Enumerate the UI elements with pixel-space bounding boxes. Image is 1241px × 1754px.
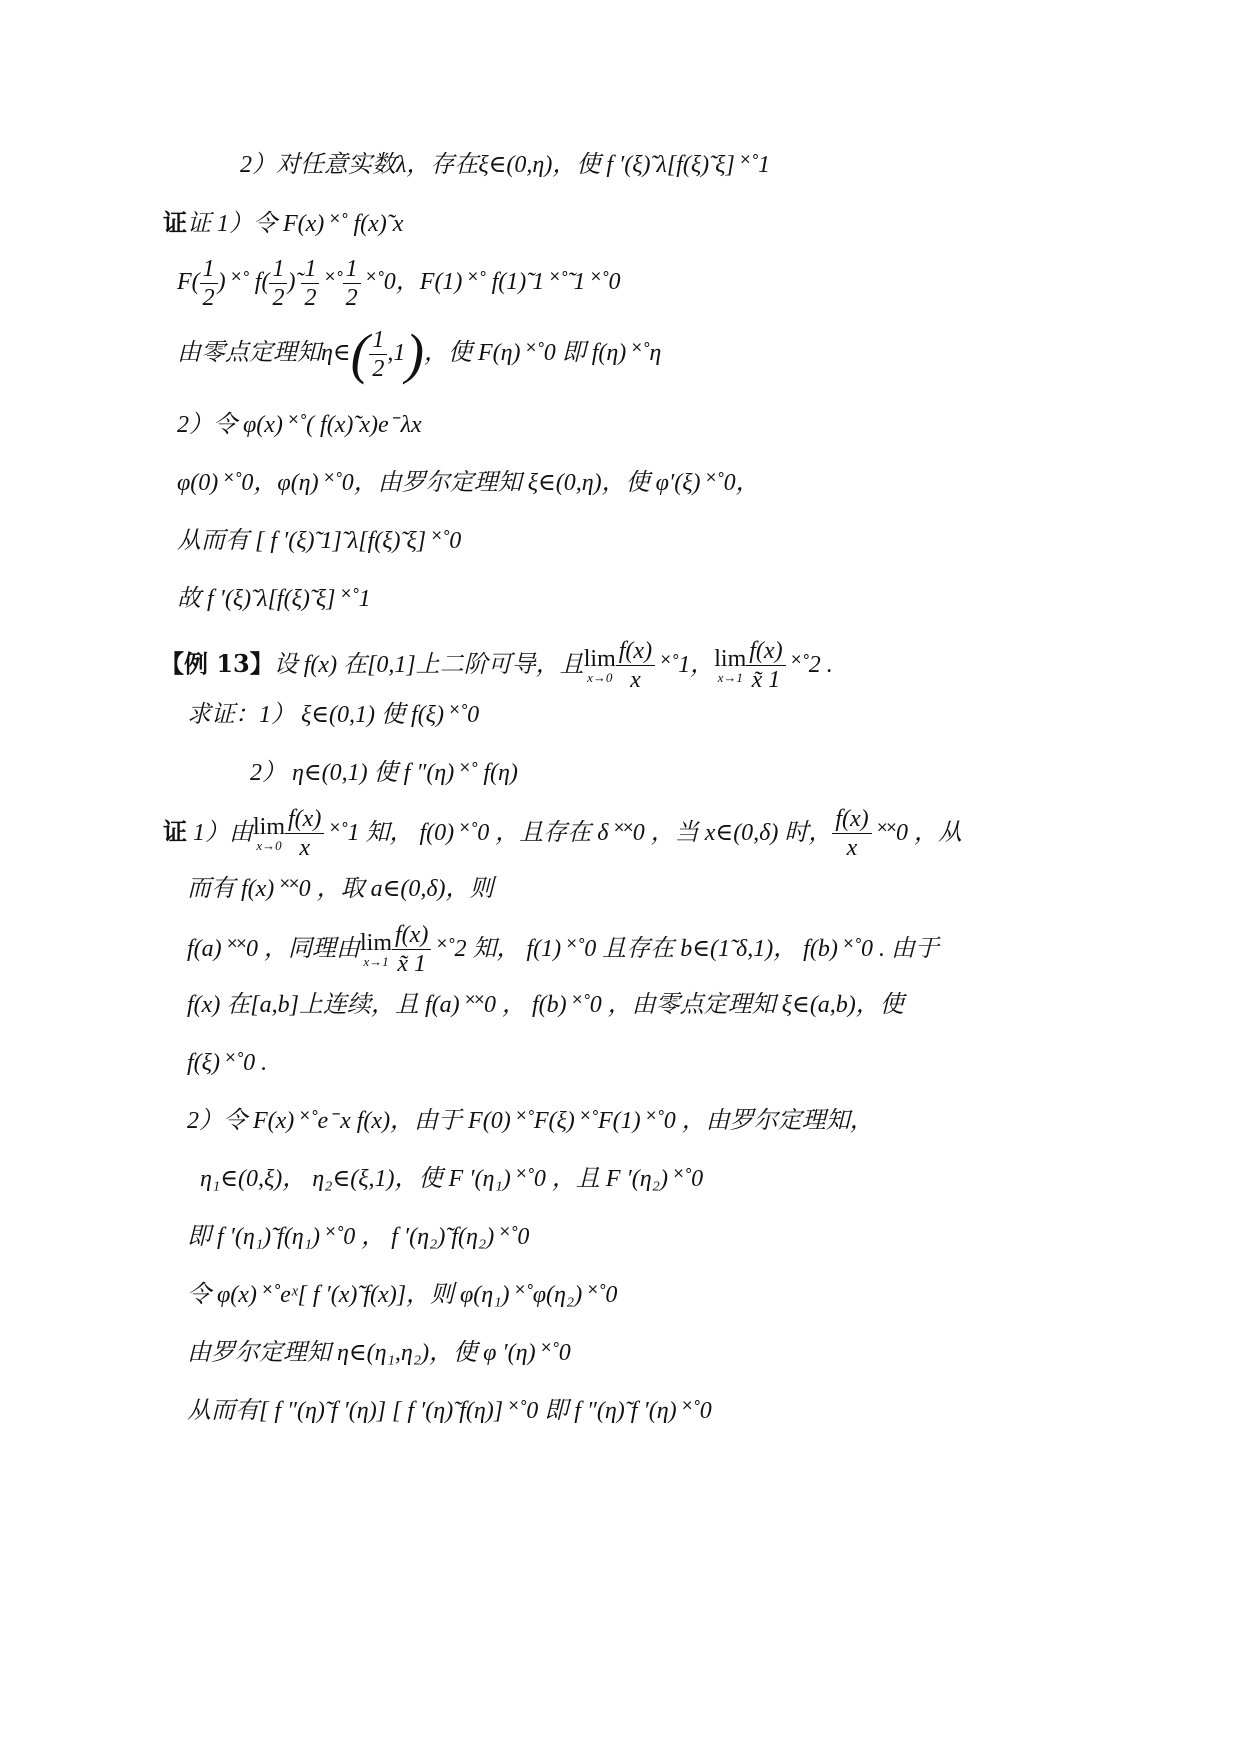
frac-num: 1 [269,255,287,284]
limit-x-to-0 [253,815,285,853]
proof-part2-statement: 2）对任意实数λ，存在ξ∈(0,η)，使 f ′(ξ)̃ λ[f(ξ)̃ ξ] ˟˚1 [240,152,770,178]
frac-den: x̃ 1 [751,667,781,693]
fraction-fx-over-xm1 [746,637,785,694]
fraction-fx-over-x [616,637,655,694]
frac-den: 2 [372,355,385,382]
conclusion-line: 故 f ′(ξ)̃ λ[f(ξ)̃ ξ] ˟˚1 [177,586,371,612]
frac-num: f(x) [616,637,655,666]
proof-2-part2-line4: 令 φ(x) ˟˚eˣ[ f ′(x)̃ f(x)]，则 φ(η₁) ˟˚φ(η₂) ˟˚0 [187,1282,618,1308]
frac-num: f(x) [746,637,785,666]
frac-den: x [630,667,641,693]
lim-sub: x→1 [717,669,743,685]
example-text: 设 f(x) 在[0,1]上二阶可导，且 [273,652,584,678]
lim-sub: x→1 [363,953,389,969]
proof-2-part2-line1: 2）令 F(x) ˟˚e ̄ x f(x)，由于 F(0) ˟˚F(ξ) ˟˚F(1) ˟˚0 ，由罗尔定理知， [187,1108,874,1134]
proof-2-part1-line5: f(ξ) ˟˚0 . [187,1050,268,1076]
example-13-statement [160,632,833,696]
proof-text-end: ˟˟0 ，从 [871,820,962,846]
fraction-fx-over-x [285,805,324,862]
limit-value-2: ˟˚2 . [785,652,833,678]
fraction-half [200,255,218,312]
zero-point-theorem-line [177,322,661,384]
proof-text: 1）由 [187,820,253,846]
limit-value-1: ˟˚1， [655,652,715,678]
proof-label: 证 [163,817,187,846]
lim-text: lim [253,813,286,840]
lim-sub: x→0 [587,669,613,685]
proof-label: 证 [163,208,187,237]
frac-den: x̃ 1 [397,951,426,977]
therefore-line: 从而有 [ f ′(ξ)̃ 1]̃ λ[f(ξ)̃ ξ] ˟˚0 [177,528,462,554]
fraction-half [369,326,387,383]
frac-num: 1 [200,255,218,284]
limit-x-to-1 [714,647,746,685]
frac-den: 2 [272,284,285,311]
lim-text: lim [714,645,747,672]
frac-num: 1 [301,255,319,284]
eq-sign: ˟˚ [319,269,343,295]
proof-2-part1-line2: 而有 f(x) ˟˟0 ，取 a∈(0,δ)，则 [187,876,494,902]
prove-part1: 求证：1） ξ∈(0,1) 使 f(ξ) ˟˚0 [187,702,480,728]
f-close: )̃ [287,269,302,295]
proof-2-part2-line3: 即 f ′(η₁)̃ f(η₁) ˟˚0 ， f ′(η₂)̃ f(η₂) ˟˚0 [187,1224,530,1250]
frac-num: f(x) [285,805,324,834]
F-open: F( [177,269,200,295]
proof-2-part2-line5: 由罗尔定理知 η∈(η₁,η₂)，使 φ ′(η) ˟˚0 [187,1340,571,1366]
proof-text-cont: ˟˚2 知， f(1) ˟˚0 且存在 b∈(1̃ δ,1)， f(b) ˟˚0 . 由于 [431,936,939,962]
frac-num: f(x) [392,921,431,950]
proof-text-cont: ˟˚1 知， f(0) ˟˚0 ，且存在 δ ˟˟0 ，当 x∈(0,δ) 时， [324,820,833,846]
big-right-paren: ) [405,323,424,386]
fraction-half [343,255,361,312]
limit-x-to-1 [360,931,392,969]
fraction-half [301,255,319,312]
proof-2-part2-line2: η₁∈(0,ξ)， η₂∈(ξ,1)，使 F ′(η₁) ˟˚0 ，且 F ′(η₂) ˟˚0 [200,1166,704,1192]
zero-point-conclusion: ，使 F(η) ˟˚0 即 f(η) ˟˚η [423,340,662,366]
fraction-fx-over-x [832,805,871,862]
frac-num: f(x) [832,805,871,834]
f-open: ) ˟˚ f( [217,269,270,295]
proof-2-part1-line1 [163,800,962,864]
fraction-fx-over-xm1 [392,921,431,978]
frac-num: 1 [369,326,387,355]
lim-text: lim [359,929,392,956]
frac-den: 2 [345,284,358,311]
limit-x-to-0 [584,647,616,685]
frac-den: 2 [202,284,215,311]
fraction-half [269,255,287,312]
define-F-text: 证 1）令 F(x) ˟˚ f(x)̃ x [187,211,404,237]
prove-part2: 2） η∈(0,1) 使 f ″(η) ˟˚ f(η) [250,760,518,786]
F-half-evaluation [177,252,621,312]
rolle-phi-line: φ(0) ˟˚0，φ(η) ˟˚0，由罗尔定理知 ξ∈(0,η)，使 φ′(ξ) ˟˚0， [177,470,760,496]
define-phi: 2）令 φ(x) ˟˚( f(x)̃ x)e ̄ λx [177,412,422,438]
F-one-evaluation: ˟˚0，F(1) ˟˚ f(1)̃ 1 ˟˚̃ 1 ˟˚0 [360,269,621,295]
proof-2-part2-line6: 从而有[ f ″(η)̃ f ′(η)] [ f ′(η)̃ f(η)] ˟˚0 即 f ″(η)̃ f ′(η) ˟˚0 [187,1398,712,1424]
proof-1-step-define-F [163,208,403,239]
proof-2-part1-line3 [187,916,939,980]
lim-text: lim [583,645,616,672]
zero-point-text: 由零点定理知η∈ [177,340,351,366]
interval-end: ,1 [387,340,406,366]
frac-num: 1 [343,255,361,284]
example-label: 【例 13】 [160,649,274,678]
frac-den: 2 [304,284,317,311]
proof-2-part1-line4: f(x) 在[a,b]上连续，且 f(a) ˟˟0 ， f(b) ˟˚0 ，由零点定理知 ξ∈(a,b)，使 [187,992,904,1018]
proof-text: f(a) ˟˟0 ，同理由 [187,936,360,962]
big-left-paren: ( [350,323,370,386]
lim-sub: x→0 [256,837,282,853]
frac-den: x [299,835,310,861]
frac-den: x [846,835,858,861]
